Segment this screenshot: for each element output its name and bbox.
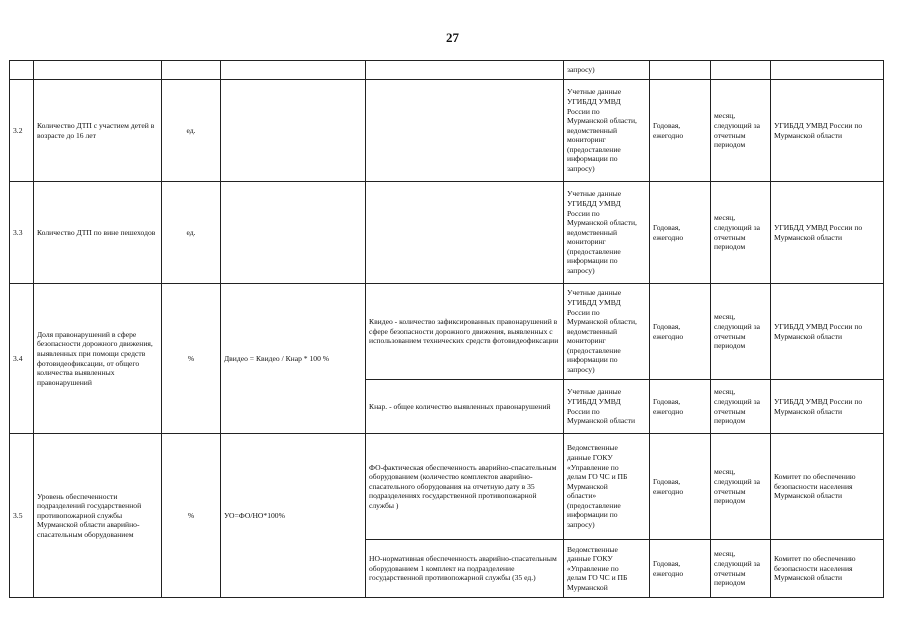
row-number: 3.2 xyxy=(10,80,34,182)
cell-num xyxy=(10,61,34,80)
deadline: месяц, следующий за отчетным периодом xyxy=(711,80,771,182)
periodicity: Годовая, ежегодно xyxy=(650,434,711,540)
unit: ед. xyxy=(162,182,221,284)
formula: УО=ФО/НО*100% xyxy=(221,434,366,598)
page-number: 27 xyxy=(446,30,459,45)
deadline: месяц, следующий за отчетным периодом xyxy=(711,284,771,380)
deadline: месяц, следующий за отчетным периодом xyxy=(711,182,771,284)
periodicity: Годовая, ежегодно xyxy=(650,80,711,182)
cell-responsible xyxy=(771,61,884,80)
data-source: Ведомственные данные ГОКУ «Управление по делам ГО ЧС и ПБ Мурманской xyxy=(564,540,650,598)
periodicity: Годовая, ежегодно xyxy=(650,284,711,380)
table-row xyxy=(10,182,884,284)
formula xyxy=(221,182,366,284)
cell-source: запросу) xyxy=(564,61,650,80)
unit: % xyxy=(162,284,221,434)
data-source: Учетные данные УГИБДД УМВД России по Мурманской области, ведомственный мониторинг (предоставление информации по запросу) xyxy=(564,182,650,284)
responsible: УГИБДД УМВД России по Мурманской области xyxy=(771,380,884,434)
cell-periodicity xyxy=(650,61,711,80)
data-source: Учетные данные УГИБДД УМВД России по Мурманской области, ведомственный мониторинг (предоставление информации по запросу) xyxy=(564,80,650,182)
indicator-name: Количество ДТП с участием детей в возрасте до 16 лет xyxy=(34,80,162,182)
row-number: 3.4 xyxy=(10,284,34,434)
deadline: месяц, следующий за отчетным периодом xyxy=(711,380,771,434)
row-number: 3.3 xyxy=(10,182,34,284)
continuation-row xyxy=(10,61,884,80)
indicator-name: Количество ДТП по вине пешеходов xyxy=(34,182,162,284)
table-row xyxy=(10,434,884,540)
responsible: УГИБДД УМВД России по Мурманской области xyxy=(771,182,884,284)
formula: Двидео = Квидео / Кнар * 100 % xyxy=(221,284,366,434)
data-source: Учетные данные УГИБДД УМВД России по Мурманской области, ведомственный мониторинг (предоставление информации по запросу) xyxy=(564,284,650,380)
table-row xyxy=(10,284,884,380)
indicators-table xyxy=(9,60,884,598)
formula xyxy=(221,80,366,182)
unit: ед. xyxy=(162,80,221,182)
responsible: УГИБДД УМВД России по Мурманской области xyxy=(771,284,884,380)
periodicity: Годовая, ежегодно xyxy=(650,380,711,434)
cell-formula xyxy=(221,61,366,80)
unit: % xyxy=(162,434,221,598)
row-number: 3.5 xyxy=(10,434,34,598)
cell-deadline xyxy=(711,61,771,80)
cell-unit xyxy=(162,61,221,80)
deadline: месяц, следующий за отчетным периодом xyxy=(711,434,771,540)
deadline: месяц, следующий за отчетным периодом xyxy=(711,540,771,598)
component-definition xyxy=(366,80,564,182)
periodicity: Годовая, ежегодно xyxy=(650,182,711,284)
indicator-name: Доля правонарушений в сфере безопасности дорожного движения, выявленных при помощи средств фотовидеофиксации, от общего количества выявленных правонарушений xyxy=(34,284,162,434)
component-definition: НО-нормативная обеспеченность аварийно-спасательным оборудованием 1 комплект на подразделение государственной противопожарной службы (35 ед.) xyxy=(366,540,564,598)
periodicity: Годовая, ежегодно xyxy=(650,540,711,598)
indicator-name: Уровень обеспеченности подразделений государственной противопожарной службы Мурманской области аварийно-спасательным оборудованием xyxy=(34,434,162,598)
data-source: Ведомственные данные ГОКУ «Управление по делам ГО ЧС и ПБ Мурманской области» (предоставление информации по запросу) xyxy=(564,434,650,540)
cell-definition xyxy=(366,61,564,80)
responsible: УГИБДД УМВД России по Мурманской области xyxy=(771,80,884,182)
data-source: Учетные данные УГИБДД УМВД России по Мурманской области xyxy=(564,380,650,434)
responsible: Комитет по обеспечению безопасности населения Мурманской области xyxy=(771,540,884,598)
component-definition xyxy=(366,182,564,284)
component-definition: ФО-фактическая обеспеченность аварийно-спасательным оборудованием (количество комплектов аварийно- спасательного оборудования на отчетную дату в 35 подразделениях государственной противопожарной службы ) xyxy=(366,434,564,540)
responsible: Комитет по обеспечению безопасности населения Мурманской области xyxy=(771,434,884,540)
table-row xyxy=(10,80,884,182)
cell-name xyxy=(34,61,162,80)
component-definition: Кнар. - общее количество выявленных правонарушений xyxy=(366,380,564,434)
component-definition: Квидео - количество зафиксированных правонарушений в сфере безопасности дорожного движения, выявленных с использованием технических средств фотовидеофиксации xyxy=(366,284,564,380)
